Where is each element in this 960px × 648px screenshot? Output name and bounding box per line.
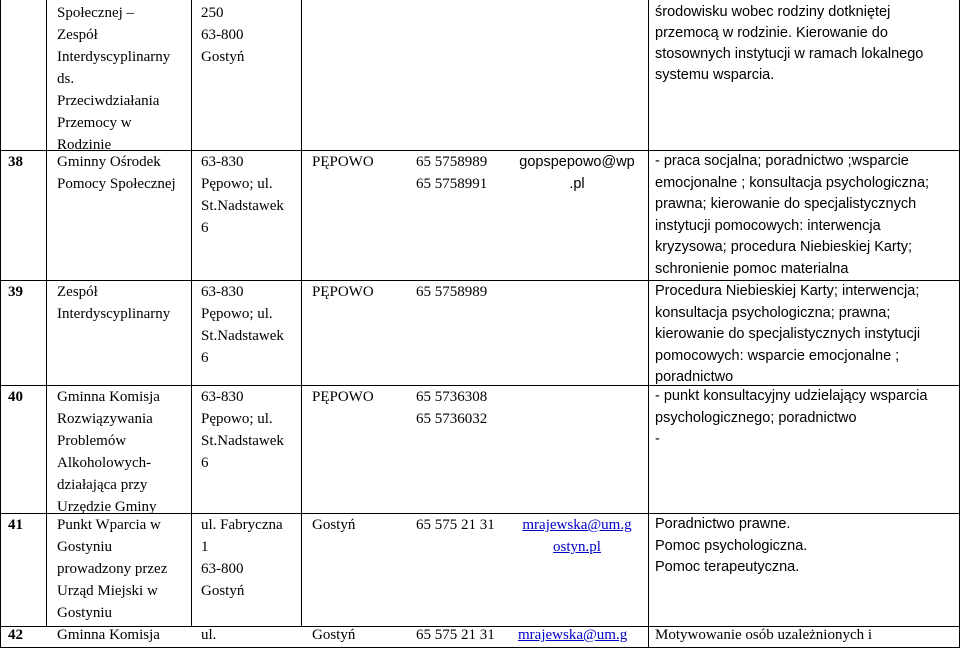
institution-phone: 65 5758989 65 5758991 bbox=[416, 154, 488, 192]
institution-address: 63-830 Pępowo; ul. St.Nadstawek 6 bbox=[201, 284, 284, 366]
institution-phone: 65 575 21 31 bbox=[416, 627, 495, 643]
institution-city: Gostyń bbox=[312, 517, 356, 533]
institution-address: 63-830 Pępowo; ul. St.Nadstawek 6 bbox=[201, 389, 284, 471]
email-link[interactable]: mrajewska@um.g bbox=[518, 627, 628, 643]
institution-city: PĘPOWO bbox=[312, 154, 374, 170]
row-number: 38 bbox=[8, 154, 23, 170]
institution-address: 250 63-800 Gostyń bbox=[201, 5, 245, 65]
institution-phone: 65 575 21 31 bbox=[416, 517, 495, 533]
column-divider bbox=[648, 0, 649, 648]
institution-address: ul. Fabryczna 1 63-800 Gostyń bbox=[201, 517, 283, 599]
institution-phone: 65 5736308 65 5736032 bbox=[416, 389, 488, 427]
email-link[interactable]: mrajewska@um.g ostyn.pl bbox=[522, 517, 632, 555]
row-number: 39 bbox=[8, 284, 23, 300]
institution-phone: 65 5758989 bbox=[416, 284, 488, 300]
institution-name: Gminna Komisja Rozwiązywania Problemów Alkoholowych- działająca przy Urzędzie Gminy bbox=[57, 389, 160, 515]
row-number: 40 bbox=[8, 389, 23, 405]
institution-services: Motywowanie osób uzależnionych i bbox=[655, 627, 873, 643]
institution-address: ul. bbox=[201, 627, 217, 643]
column-divider bbox=[301, 0, 302, 626]
row-number: 42 bbox=[8, 627, 23, 643]
institution-name: Społecznej – Zespół Interdyscyplinarny ds. Przeciwdziałania Przemocy w Rodzinie bbox=[57, 5, 171, 153]
institution-name: Zespół Interdyscyplinarny bbox=[57, 284, 171, 322]
institution-services: Poradnictwo prawne. Pomoc psychologiczna. Pomoc terapeutyczna. bbox=[655, 516, 808, 575]
column-divider bbox=[46, 0, 47, 626]
institution-name: Gminny Ośrodek Pomocy Społecznej bbox=[57, 154, 176, 192]
institution-name: Punkt Wparcia w Gostyniu prowadzony przez Urząd Miejski w Gostyniu bbox=[57, 517, 168, 621]
institution-email: gopspepowo@wp .pl bbox=[519, 154, 635, 192]
institution-services: Procedura Niebieskiej Karty; interwencja; konsultacja psychologiczna; prawna; kierowanie do specjalistycznych instytucji pomocowych: wsparcie emocjonalne ; poradnictwo bbox=[655, 283, 921, 385]
institution-city: Gostyń bbox=[312, 627, 356, 643]
table-border-left bbox=[0, 0, 1, 648]
column-divider bbox=[191, 0, 192, 626]
institution-city: PĘPOWO bbox=[312, 284, 374, 300]
institution-address: 63-830 Pępowo; ul. St.Nadstawek 6 bbox=[201, 154, 284, 236]
institution-name: Gminna Komisja bbox=[57, 627, 160, 643]
institution-services: - punkt konsultacyjny udzielający wsparcia psychologicznego; poradnictwo - bbox=[655, 388, 928, 447]
row-number: 41 bbox=[8, 517, 23, 533]
institution-services: - praca socjalna; poradnictwo ;wsparcie emocjonalne ; konsultacja psychologiczna; prawna; kierowanie do specjalistycznych instytucji pomocowych: interwencja kryzysowa; procedura Niebieskiej Karty; schronienie pomoc materialna bbox=[655, 153, 930, 277]
institution-city: PĘPOWO bbox=[312, 389, 374, 405]
institution-services: środowisku wobec rodziny dotkniętej przemocą w rodzinie. Kierowanie do stosownych instytucji w ramach lokalnego systemu wsparcia. bbox=[655, 4, 924, 83]
